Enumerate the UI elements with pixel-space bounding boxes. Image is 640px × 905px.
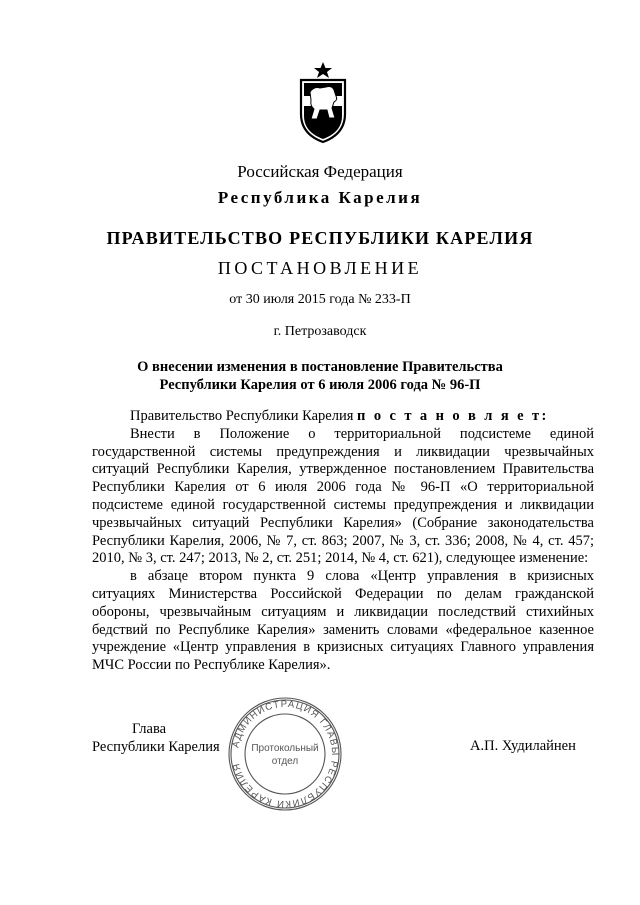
signatory-title-line-2: Республики Карелия (92, 739, 220, 755)
intro-prefix: Правительство Республики Карелия (130, 408, 358, 424)
date-number: от 30 июля 2015 года № 233-П (229, 292, 411, 307)
subject-line-1: О внесении изменения в постановление Правительства (137, 359, 503, 375)
stamp-ring-text: АДМИНИСТРАЦИЯ ГЛАВЫ РЕСПУБЛИКИ КАРЕЛИЯ (230, 698, 341, 810)
document-type: ПОСТАНОВЛЕНИЕ (217, 258, 423, 278)
federation-line: Российская Федерация (237, 162, 403, 181)
svg-text:АДМИНИСТРАЦИЯ ГЛАВЫ РЕСПУБЛИКИ (230, 699, 340, 809)
signatory-name: А.П. Худилайнен (470, 738, 576, 754)
government-title: ПРАВИТЕЛЬСТВО РЕСПУБЛИКИ КАРЕЛИЯ (106, 228, 534, 248)
paragraph-2: в абзаце втором пункта 9 слова «Центр управления в кризисных ситуациях Министерства Российской Федерации по делам гражданской обороны, чрезвычайным ситуациям и ликвидации последствий стихийных бедствий по Республике Карелия» заменить словами «федеральное казенное учреждение «Центр управления в кризисных ситуациях Главного управления МЧС России по Республике Карелия». (92, 568, 594, 674)
intro-paragraph (92, 408, 594, 426)
subject-line-2: Республики Карелия от 6 июля 2006 года № 96-П (159, 377, 481, 393)
official-stamp (226, 695, 344, 813)
city: г. Петрозаводск (273, 324, 367, 339)
karelia-coat-of-arms-icon (298, 62, 348, 144)
stamp-inner-line-1: Протокольный (251, 743, 319, 754)
signatory-title-line-1: Глава (132, 721, 167, 737)
document-subject (0, 358, 640, 394)
republic-line: Республика Карелия (217, 188, 423, 207)
paragraph-1: Внести в Положение о территориальной подсистеме единой государственной системы предупреждения и ликвидации чрезвычайных ситуаций Республики Карелия, утвержденное постановлением Правительства Республики Карелия от 6 июля 2006 года № 96-П «О территориальной подсистеме единой государственной системы предупреждения и ликвидации чрезвычайных ситуаций Республики Карелия» (Собрание законодательства Республики Карелия, 2006, № 7, ст. 863; 2007, № 3, ст. 336; 2008, № 4, ст. 457; 2010, № 3, ст. 247; 2013, № 2, ст. 251; 2014, № 4, ст. 621), следующее изменение: (92, 425, 594, 567)
intro-verb: п о с т а н о в л я е т: (357, 408, 549, 424)
signatory-title (92, 720, 220, 756)
stamp-inner-line-2: отдел (271, 756, 299, 767)
document-body (92, 408, 594, 675)
